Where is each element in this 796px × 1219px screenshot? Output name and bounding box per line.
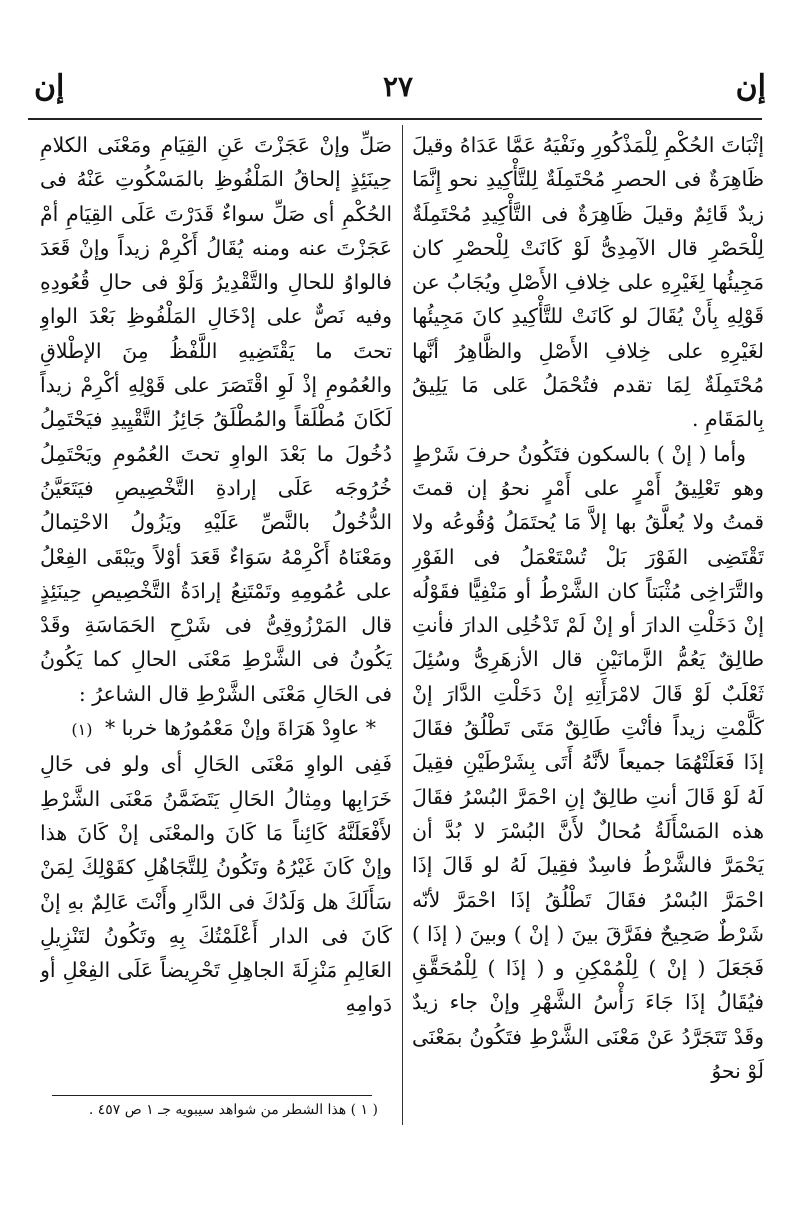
left-column — [40, 128, 392, 1093]
page-number: ٢٧ — [382, 70, 414, 103]
poetry-verse — [40, 711, 392, 747]
right-column — [412, 128, 764, 1148]
footnote-mark: (١) — [71, 720, 93, 740]
verse-text: * عاوِدْ هَرَاةَ وإنْ مَعْمُورُها خربا * — [104, 716, 376, 741]
header-rule — [28, 118, 762, 120]
right-paragraph-1: إثْبَاتَ الحُكْمِ لِلْمَذْكُورِ ونَفْيَهُ عَمَّا عَدَاهُ وقيلَ ظَاهِرَةٌ فى الحصرِ مُحْتَمِلَةٌ لِلتَّأْكِيدِ نحو إِنَّمَا زيدٌ قَائِمٌ وقيلَ ظَاهِرَةٌ فى التَّأْكِيدِ مُحْتَمِلَةٌ لِلْحَصْرِ قال الآمِدِىُّ لَوْ كَانَتْ لِلْحصْرِ كان مَجِيئُها لِغَيْرِهِ على خِلافِ الأَصْلِ ويُجَابُ عن قَوْلِهِ بِأَنْ يُقَالَ لو كَانَتْ للتَّأْكِيدِ كانَ مَجِيئُها لغَيْرِهِ على خِلافِ الأَصْلِ والظَّاهِرُ أنَّها مُحْتَمِلَةٌ لِمَا تقدم فتُحْمَلُ عَلى مَا يَلِيقُ بِالمَقَامِ . — [412, 133, 764, 432]
left-paragraph-2: فَفِى الواوِ مَعْنَى الحَالِ أى ولو فى حَالِ خَرَابِها ومِثالُ الحَالِ يَتَضَمَّنُ مَعْنَى الشَّرْطِ لأَفْعَلَنَّهُ كَائِناً مَا كَانَ والمعْنَى إنْ كَانَ هذا وإنْ كَانَ غَيْرُهُ وتَكُونُ لِلتَّجَاهُلِ كقَوْلِكَ لِمَنْ سَأَلَكَ هل وَلَدُكَ فى الدَّارِ وأَنْتَ عَالِمٌ بهِ إنْ كَانَ فى الدار أَعْلَمْتُكَ بِهِ وتَكُونُ لتَنْزِيلِ العَالِمِ مَنْزِلَةَ الجاهِلِ تَحْرِيضاً عَلَى الفِعْلِ أو دَوامِهِ — [40, 752, 392, 1017]
column-divider — [402, 125, 403, 1125]
footnote-rule — [52, 1095, 372, 1096]
running-header-right: إن — [735, 69, 766, 104]
left-paragraph-1: صَلِّ وإنْ عَجَزْتَ عَنِ القِيَامِ ومَعْنَى الكلامِ حِينَئِذٍ إلحاقُ المَلْفُوظِ بالمَسْكُوتِ عَنْهُ فى الحُكْمِ أى صَلِّ سواءٌ قَدَرْتَ عَلَى القِيَامِ أمْ عَجَزْتَ عنه ومنه يُقَالُ أَكْرِمْ زيداً وإنْ قَعَدَ فالواوُ للحالِ والتَّقْدِيرُ وَلَوْ فى حالِ قُعُودِهِ وفيه نَصٌّ على إدْخَالِ المَلْفُوظِ بَعْدَ الواوِ تحتَ ما يَقْتَضِيهِ اللَّفْظُ مِنَ الإطْلاقِ والعُمُومِ إذْ لَوِ اقْتَصَرَ على قَوْلِهِ أكْرِمْ زيداً لَكَانَ مُطْلَقاً والمُطْلَقُ جَائِزُ التَّقْيِيدِ فيَحْتَمِلُ دُخُولَ ما بَعْدَ الواوِ تحتَ العُمُومِ ويَحْتَمِلُ خُرُوجَه عَلَى إرادةِ التَّخْصِيصِ فيَتَعَيَّنُ الدُّخُولُ بالنَّصِّ عَلَيْهِ ويَزُولُ الاحْتِمالُ ومَعْنَاهُ أَكْرِمْهُ سَوَاءٌ قَعَدَ أوْلاً ويَبْقَى الفِعْلُ على عُمُومِهِ وتَمْتَنِعُ إرادَةُ التَّخْصِيصِ حِينَئِذٍ قال المَرْزُوقِىُّ فى شَرْحِ الحَمَاسَةِ وقَدْ يَكُونُ فى الشَّرْطِ مَعْنَى الحالِ كما يَكُونُ فى الحَالِ مَعْنَى الشَّرْطِ قال الشاعرُ : — [40, 133, 392, 706]
right-paragraph-2: وأما ( إنْ ) بالسكون فتَكُونُ حرفَ شَرْطٍ وهو تَعْلِيقُ أَمْرٍ على أَمْرٍ نحوُ إن قمتَ قمتُ ولا يُعلَّقُ بها إلاَّ مَا يُحتَمَلُ وُقُوعُه ولا تَقْتَضِى الفَوْرَ بَلْ تُسْتَعْمَلُ فى الفَوْرِ والتَّرَاخِى مُثْبَتاً كان الشَّرْطُ أو مَنْفِيًّا فقَوْلُه إنْ دَخَلْتِ الدارَ أو إنْ لَمْ تَدْخُلِى الدارَ فأنتِ طالِقٌ يَعُمُّ الزَّمانَيْنِ قال الأزهَرِىُّ وسُئِلَ ثَعْلَبٌ لَوْ قَالَ لامْرَأَتِهِ إنْ دَخَلْتِ الدَّارَ إنْ كَلَّمْتِ زيداً فأنْتِ طَالِقٌ مَتَى تَطْلُقُ فقَالَ إذَا فَعَلَتْهُمَا جميعاً لأنَّهُ أَتَى بِشَرْطَيْنِ فقِيلَ لَهُ لَوْ قَالَ أنتِ طالِقٌ إنِ احْمَرَّ البُسْرُ فقَالَ هذه المَسْأَلَةُ مُحالٌ لأَنَّ البُسْرَ لا بُدَّ أن يَحْمَرَّ فالشَّرْطُ فاسِدٌ فقِيلَ لَهُ لو قَالَ إذَا احْمَرَّ البُسْرُ فقَالَ تَطْلُقُ إذَا احْمَرَّ لأنّه شَرْطٌ صَحِيحٌ ففَرَّقَ بينَ ( إنْ ) وبينَ ( إذَا ) فَجَعَلَ ( إنْ ) لِلْمُمْكِنِ و ( إذَا ) لِلْمُحَقَّقِ فيُقَالُ إذَا جَاءَ رَأْسُ الشَّهْرِ وإنْ جاء زيدٌ وقَدْ تَتَجَرَّدُ عَنْ مَعْنَى الشَّرْطِ فتَكُونُ بمَعْنَى لَوْ نحوُ — [412, 441, 764, 1084]
running-header-left: إن — [34, 69, 65, 104]
footnote-text: ( ١ ) هذا الشطر من شواهد سيبويه جـ ١ ص ٤٥٧ . — [88, 1102, 378, 1118]
